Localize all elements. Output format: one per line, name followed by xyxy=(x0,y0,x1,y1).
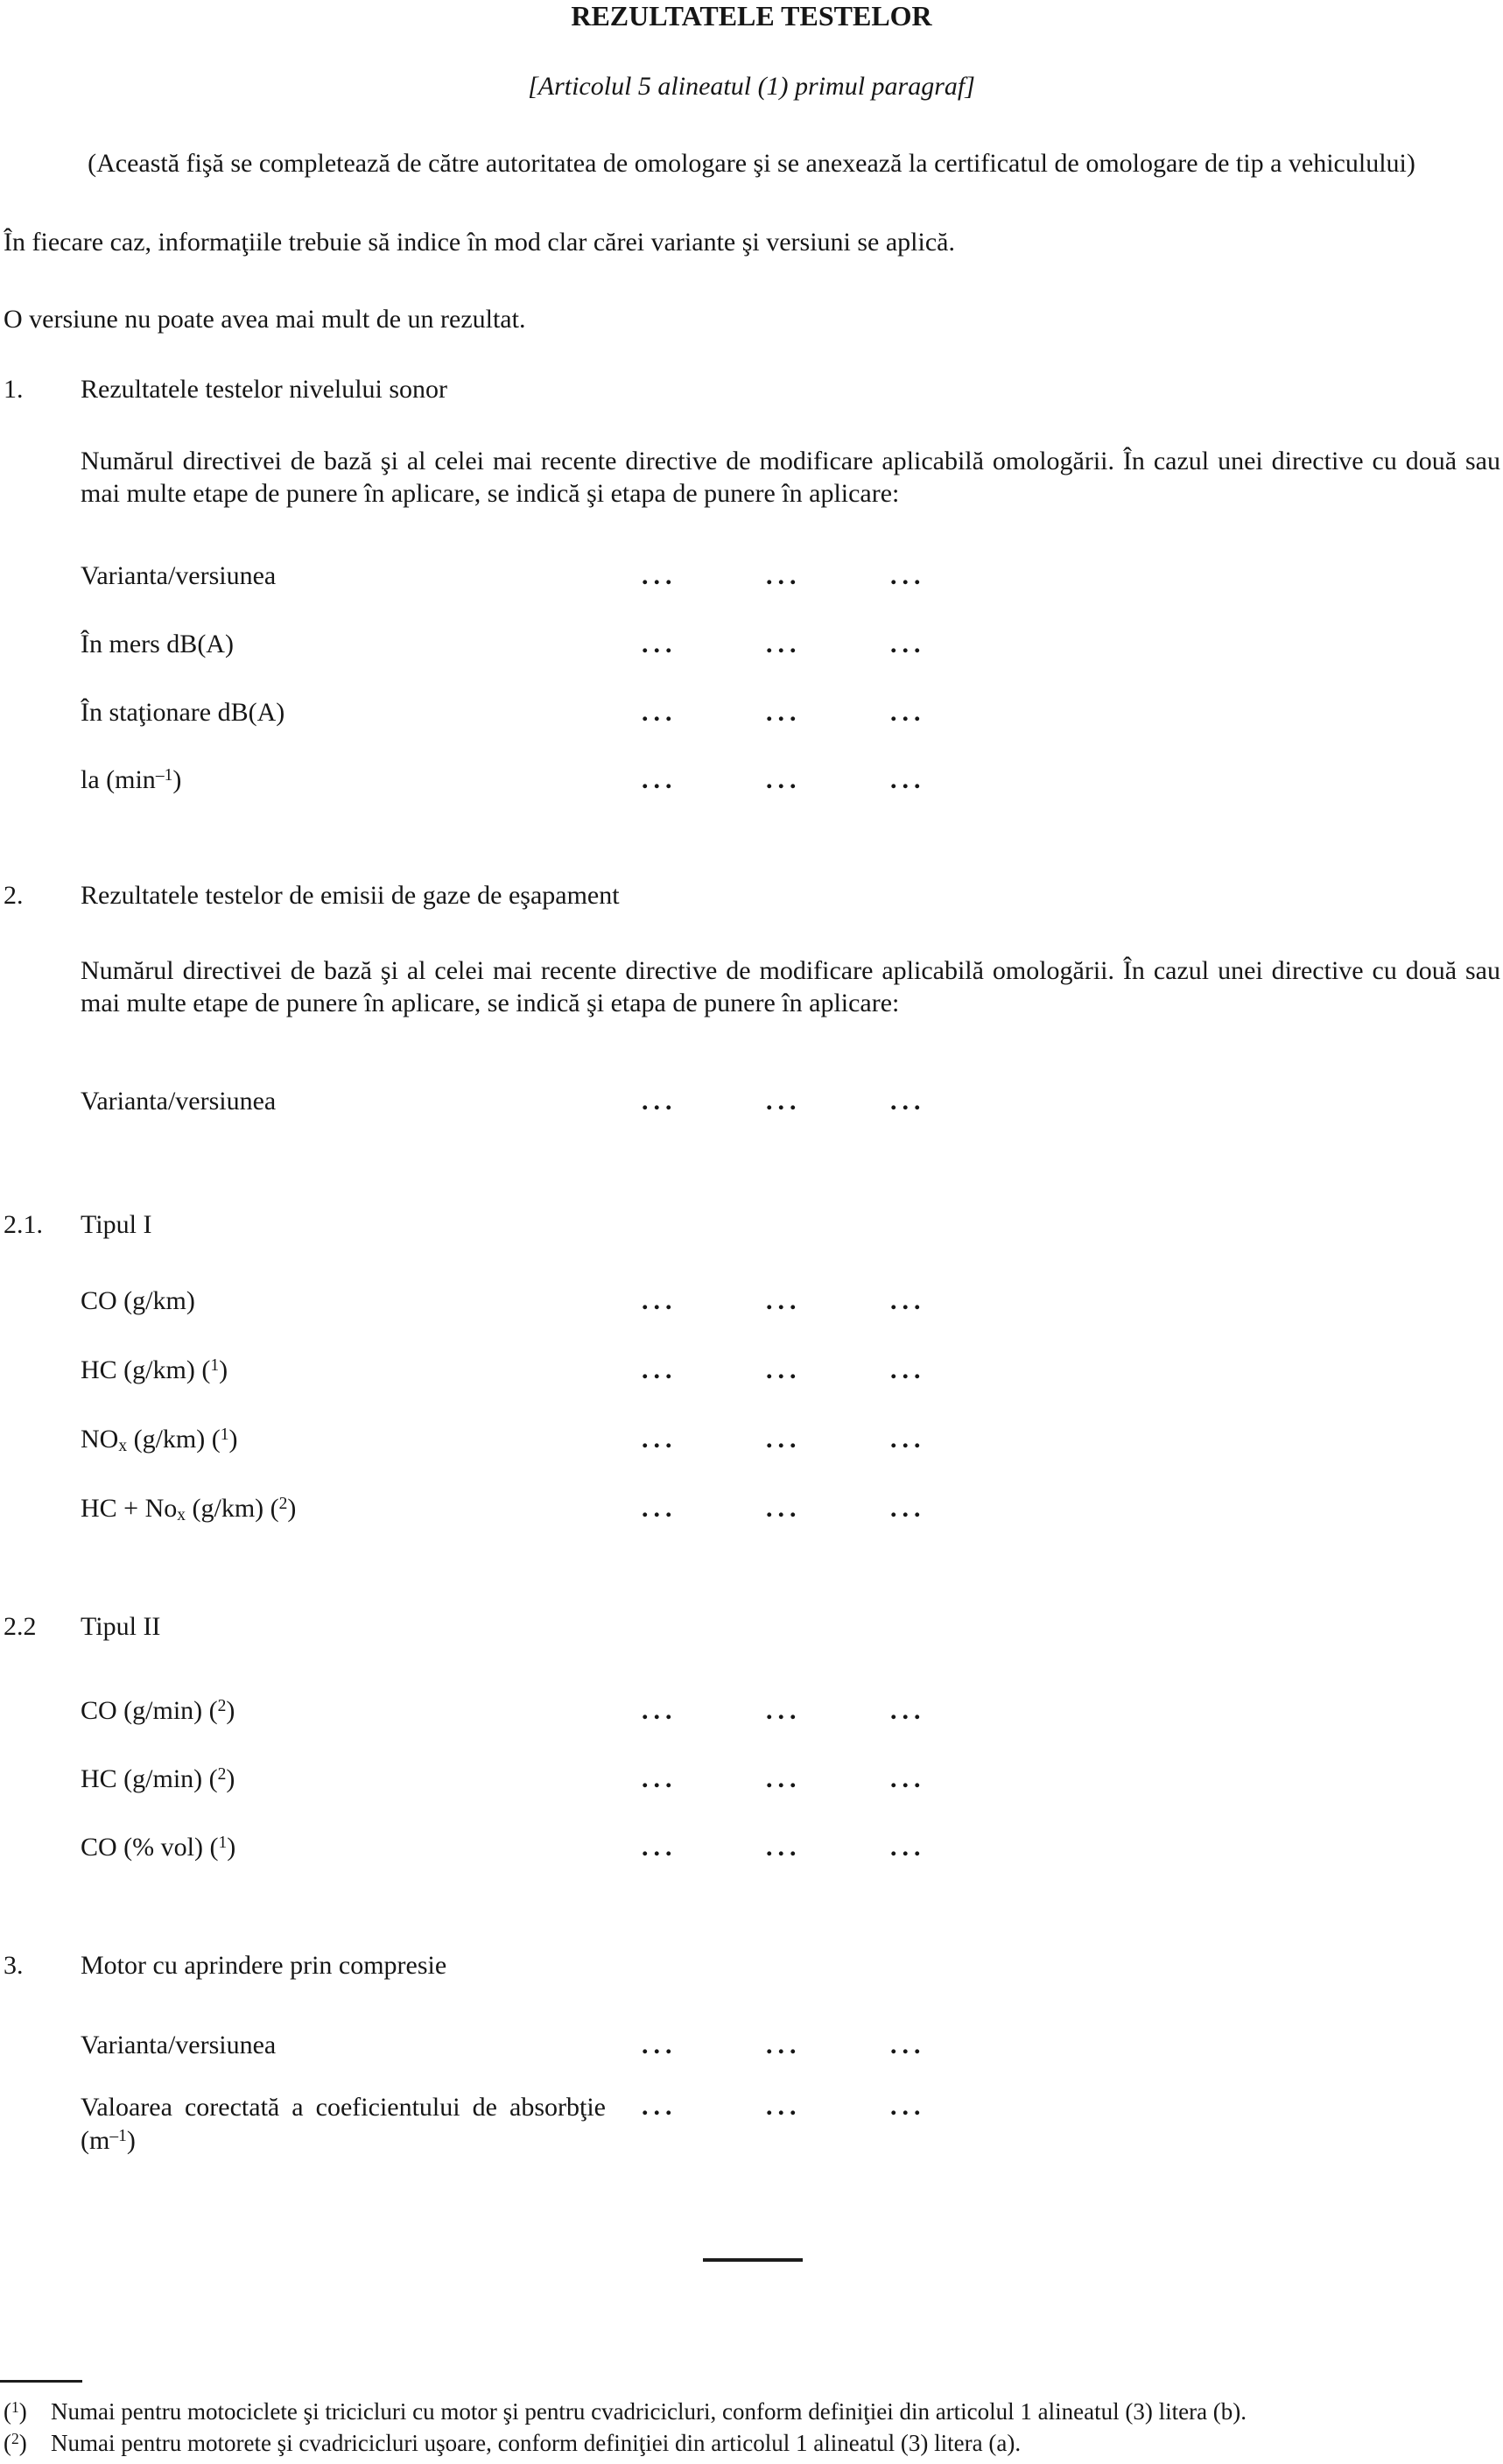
value-placeholder: ... xyxy=(642,765,678,794)
value-placeholder: ... xyxy=(766,1494,802,1523)
section-title: Rezultatele testelor de emisii de gaze de eşapament xyxy=(81,881,620,910)
table-row-noise-drive-by xyxy=(81,629,1500,660)
row-label: Varianta/versiunea xyxy=(81,561,277,590)
section-title: Tipul II xyxy=(81,1612,161,1641)
value-placeholder: ... xyxy=(890,561,926,590)
section-number: 1. xyxy=(4,375,24,404)
value-placeholder: ... xyxy=(890,2031,926,2059)
value-placeholder: ... xyxy=(642,698,678,727)
value-placeholder: ... xyxy=(642,1425,678,1454)
value-placeholder: ... xyxy=(642,1764,678,1793)
footnote-marker: ($^1$) xyxy=(4,2398,27,2425)
section-number: 2. xyxy=(4,881,24,910)
value-placeholder: ... xyxy=(890,698,926,727)
row-label: Varianta/versiunea xyxy=(81,1087,277,1116)
center-divider-rule xyxy=(703,2258,803,2262)
value-placeholder: ... xyxy=(642,561,678,590)
value-placeholder: ... xyxy=(642,1494,678,1523)
value-placeholder: ... xyxy=(642,1087,678,1116)
value-placeholder: ... xyxy=(890,1696,926,1725)
value-placeholder: ... xyxy=(890,1494,926,1523)
value-placeholder: ... xyxy=(642,1696,678,1725)
section-title: Tipul I xyxy=(81,1210,152,1239)
value-placeholder: ... xyxy=(890,1286,926,1315)
value-placeholder: ... xyxy=(766,1764,802,1793)
row-label: HC (g/min) ($^2$) xyxy=(81,1764,235,1793)
page-title: REZULTATELE TESTELOR xyxy=(571,0,932,32)
value-placeholder: ... xyxy=(642,1355,678,1384)
footnote-divider-rule xyxy=(0,2380,82,2383)
table-row-ci-absorption xyxy=(81,2091,1500,2158)
value-placeholder: ... xyxy=(766,630,802,658)
row-label: la $(\min^{-1})$ xyxy=(81,765,182,794)
page-subtitle: [Articolul 5 alineatul (1) primul paragraf] xyxy=(528,72,975,101)
row-label-text: Valoarea corectată a coeficientului de absorbţie $(m^{-1})$ xyxy=(81,2093,606,2155)
section-heading-2 xyxy=(0,881,1503,919)
row-label: În staţionare dB(A) xyxy=(81,698,285,727)
section-title: Rezultatele testelor nivelului sonor xyxy=(81,375,448,404)
value-placeholder: ... xyxy=(642,1286,678,1315)
table-row-type2-hc xyxy=(81,1764,1500,1795)
paragraph-version: O versiune nu poate avea mai mult de un rezultat. xyxy=(4,305,526,334)
value-placeholder: ... xyxy=(642,2031,678,2059)
section-heading-1 xyxy=(0,375,1503,413)
row-label: În mers dB(A) xyxy=(81,630,234,658)
value-placeholder: ... xyxy=(766,1355,802,1384)
footnote-text: Numai pentru motorete şi cvadricicluri uşoare, conform definiţiei din articolul 1 alineatul (3) litera (a). xyxy=(51,2430,1022,2456)
value-placeholder: ... xyxy=(766,2092,802,2121)
value-placeholder: ... xyxy=(890,1833,926,1862)
paragraph-variants: În fiecare caz, informaţiile trebuie să indice în mod clar cărei variante şi versiuni se aplică. xyxy=(4,228,955,257)
section-title: Motor cu aprindere prin compresie xyxy=(81,1951,447,1980)
value-placeholder: ... xyxy=(890,630,926,658)
value-placeholder: ... xyxy=(890,765,926,794)
value-placeholder: ... xyxy=(642,2092,678,2121)
footnote-marker: ($^2$) xyxy=(4,2430,27,2456)
section-heading-2-1 xyxy=(0,1210,1503,1249)
value-placeholder: ... xyxy=(890,1087,926,1116)
row-label: CO (g/min) ($^2$) xyxy=(81,1696,235,1725)
section-heading-3 xyxy=(0,1951,1503,1989)
value-placeholder: ... xyxy=(890,1355,926,1384)
footnote-1 xyxy=(4,2397,1492,2426)
intro-note: (Această fişă se completează de către autoritatea de omologare şi se anexează la certificatul de omologare de tip a vehiculului) xyxy=(88,149,1415,178)
row-label: HC (g/km) ($^1$) xyxy=(81,1355,228,1384)
table-row-type2-co-vol xyxy=(81,1832,1500,1863)
section-number: 3. xyxy=(4,1951,24,1980)
value-placeholder: ... xyxy=(766,1833,802,1862)
table-row-type1-co xyxy=(81,1285,1500,1317)
table-row-type1-hc xyxy=(81,1355,1500,1386)
value-placeholder: ... xyxy=(766,1425,802,1454)
value-placeholder: ... xyxy=(642,1833,678,1862)
value-placeholder: ... xyxy=(642,630,678,658)
section-number: 2.1. xyxy=(4,1210,43,1239)
row-label xyxy=(81,2091,642,2158)
directive-note-paragraph: Numărul directivei de bază şi al celei mai recente directive de modificare aplicabilă omologării. În cazul unei directive cu două sau mai multe etape de punere în aplicare, se indică şi etapa de punere în aplicare: xyxy=(81,956,1500,1017)
table-row-noise-variant xyxy=(81,560,1500,592)
section-heading-2-2 xyxy=(0,1612,1503,1651)
table-row-ci-variant xyxy=(81,2030,1500,2061)
value-placeholder: ... xyxy=(766,1286,802,1315)
footnote-2 xyxy=(4,2429,1492,2458)
table-row-type1-hc-nox xyxy=(81,1493,1500,1524)
value-placeholder: ... xyxy=(766,765,802,794)
table-row-type1-nox xyxy=(81,1424,1500,1455)
table-row-type2-co xyxy=(81,1695,1500,1727)
row-label: Varianta/versiunea xyxy=(81,2031,277,2059)
value-placeholder: ... xyxy=(890,2092,926,2121)
value-placeholder: ... xyxy=(766,1087,802,1116)
row-label: CO (g/km) xyxy=(81,1286,195,1315)
row-label: $NO_x$ (g/km) ($^1$) xyxy=(81,1425,238,1455)
value-placeholder: ... xyxy=(766,1696,802,1725)
table-row-exhaust-variant xyxy=(81,1086,1500,1117)
row-label: CO (% vol) ($^1$) xyxy=(81,1833,236,1862)
value-placeholder: ... xyxy=(766,2031,802,2059)
footnote-text: Numai pentru motociclete şi tricicluri cu motor şi pentru cvadricicluri, conform definiţiei din articolul 1 alineatul (3) litera (b). xyxy=(51,2398,1247,2425)
value-placeholder: ... xyxy=(890,1425,926,1454)
value-placeholder: ... xyxy=(766,698,802,727)
directive-note-paragraph: Numărul directivei de bază şi al celei mai recente directive de modificare aplicabilă omologării. În cazul unei directive cu două sau mai multe etape de punere în aplicare, se indică şi etapa de punere în aplicare: xyxy=(81,447,1500,508)
section-number: 2.2 xyxy=(4,1612,37,1641)
table-row-engine-speed xyxy=(81,764,1500,796)
value-placeholder: ... xyxy=(890,1764,926,1793)
table-row-noise-stationary xyxy=(81,697,1500,729)
value-placeholder: ... xyxy=(766,561,802,590)
row-label: HC + $No_x$ (g/km) ($^2$) xyxy=(81,1494,297,1524)
